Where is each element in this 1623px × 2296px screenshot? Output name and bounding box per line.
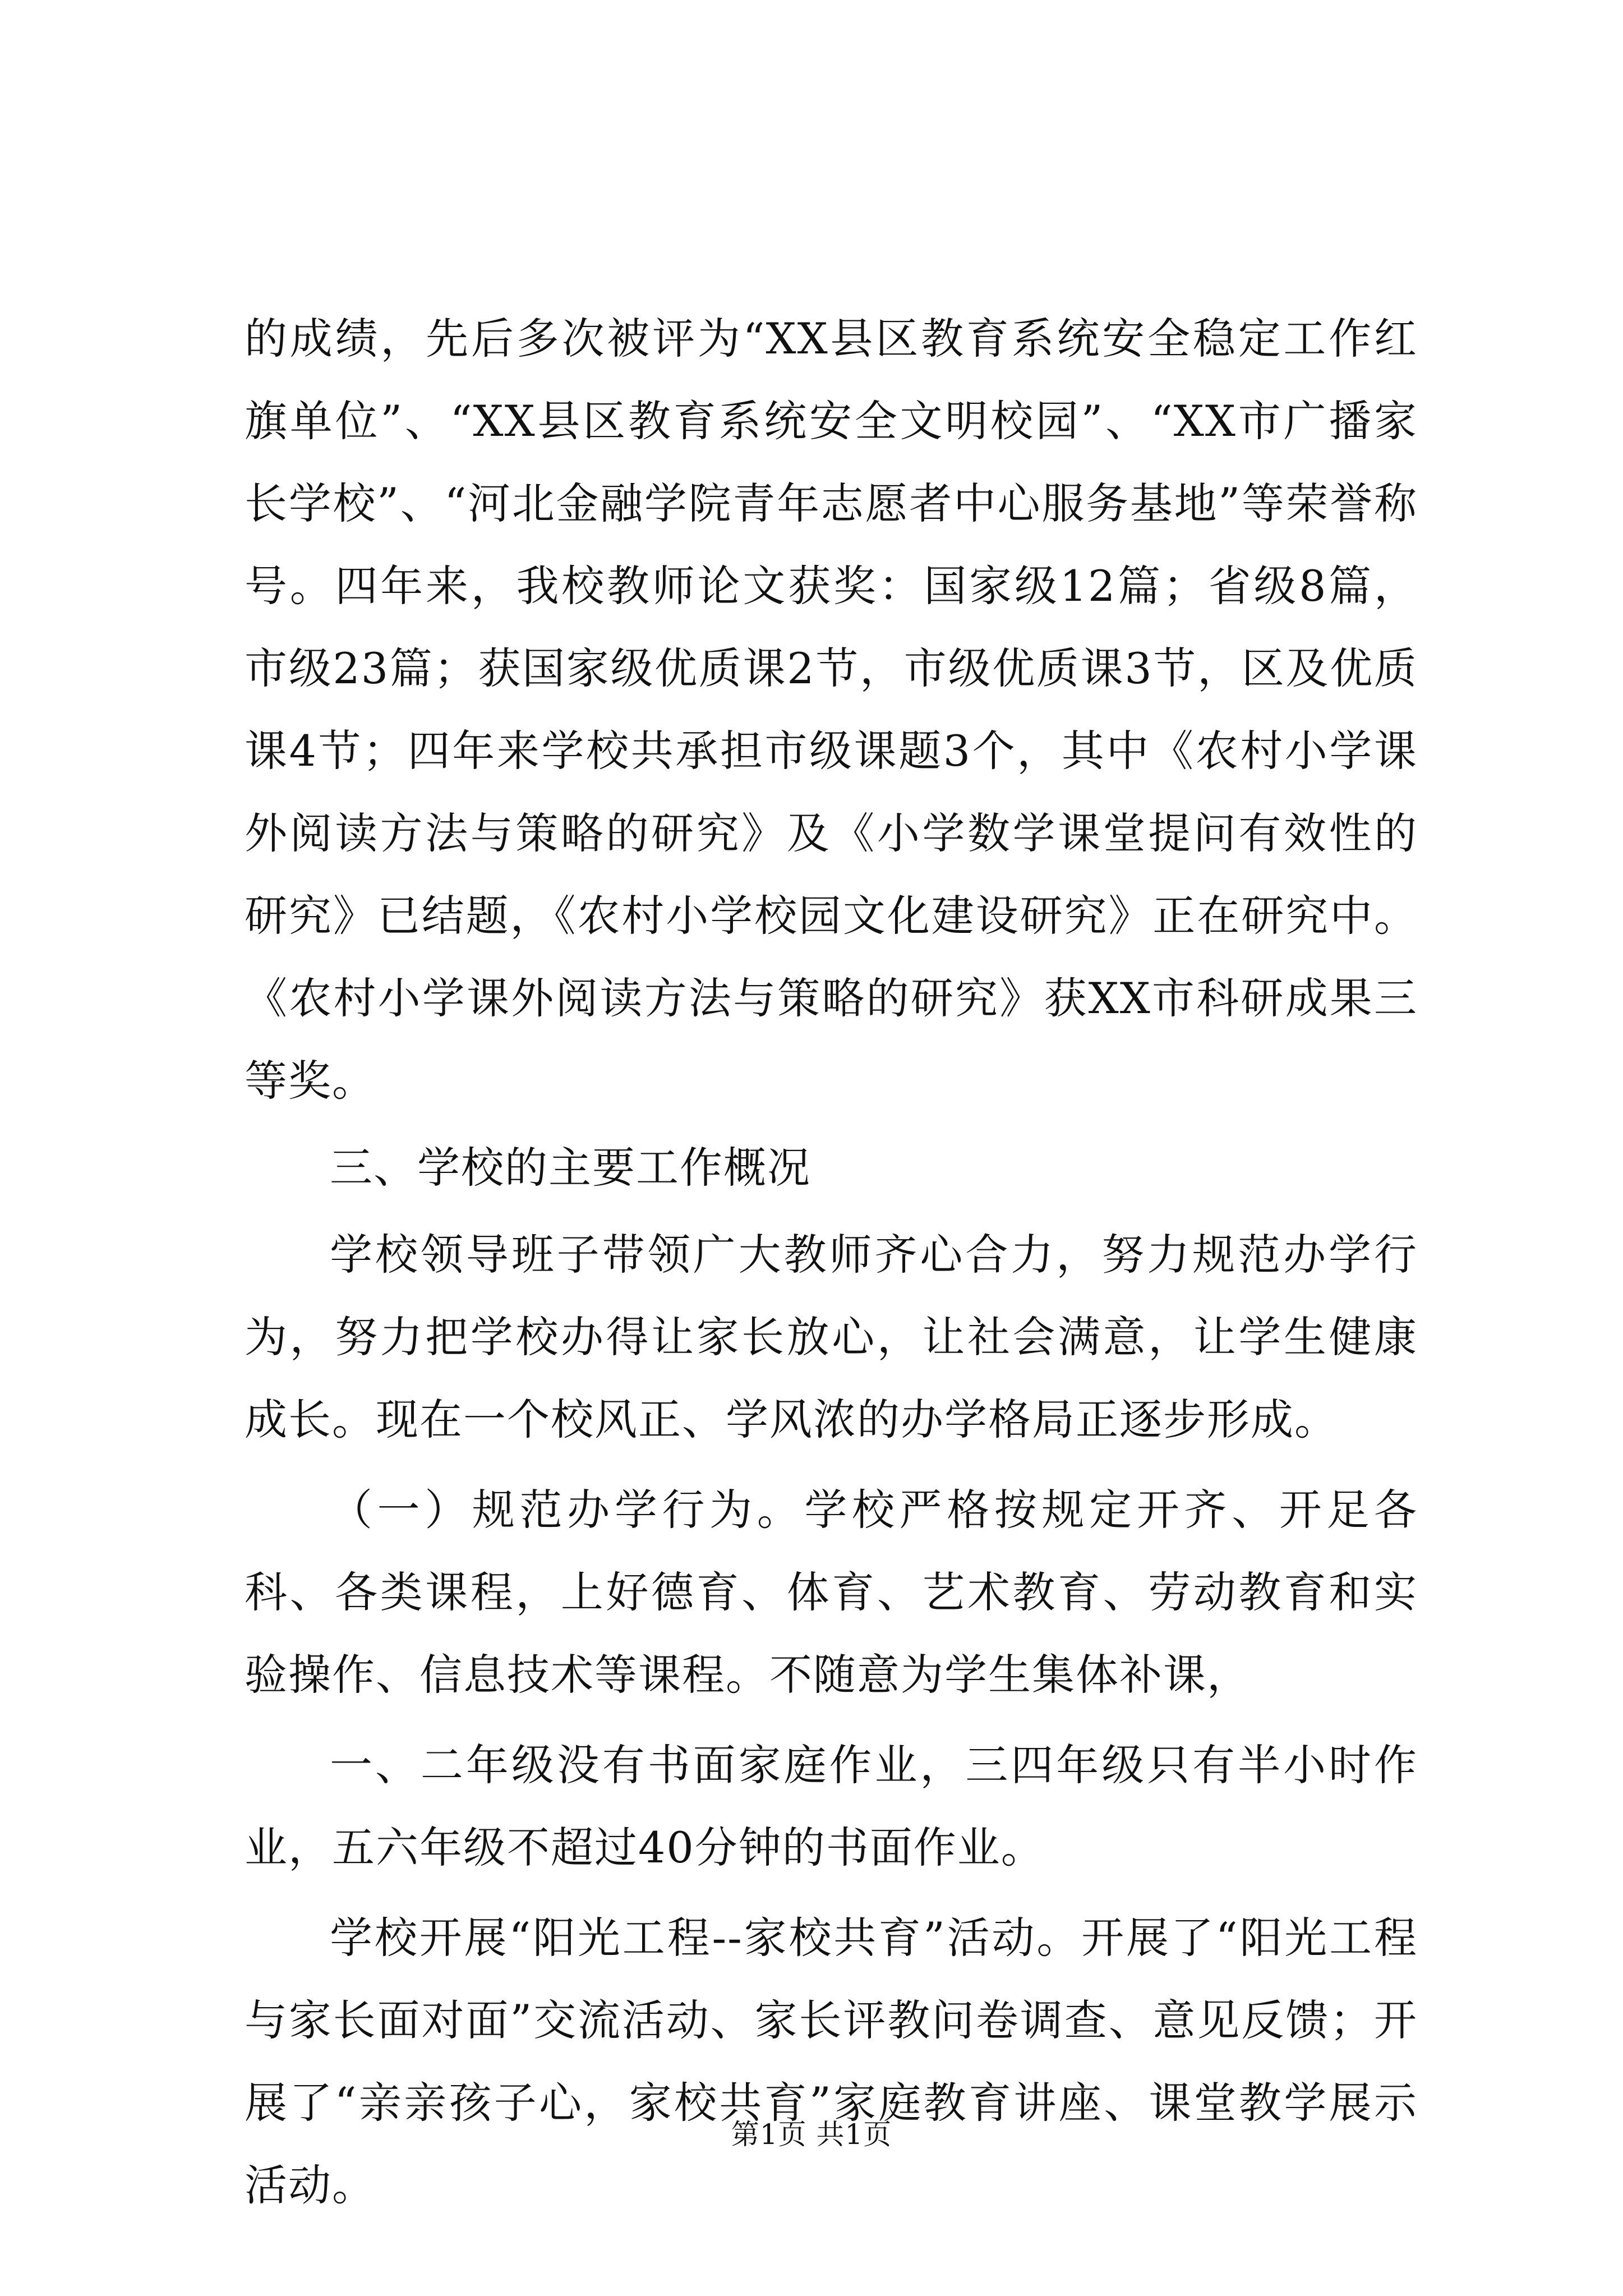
paragraph-homework: 一、二年级没有书面家庭作业，三四年级只有半小时作业，五六年级不超过40分钟的书面作业。 — [245, 1740, 1418, 1872]
paragraph-regulate-behavior: （一）规范办学行为。学校严格按规定开齐、开足各科、各类课程，上好德育、体育、艺术教育、劳动教育和实验操作、信息技术等课程。不随意为学生集体补课， — [245, 1485, 1418, 1700]
section-heading-main-work: 三、学校的主要工作概况 — [330, 1143, 811, 1193]
paragraph-sunshine-project: 学校开展“阳光工程--家校共育”活动。开展了“阳光工程与家长面对面”交流活动、家长评教问卷调查、意见反馈；开展了“亲亲孩子心，家校共育”家庭教育讲座、课堂教学展示活动。 — [245, 1913, 1418, 2210]
paragraph-achievements: 的成绩，先后多次被评为“XX县区教育系统安全稳定工作红旗单位”、“XX县区教育系统安全文明校园”、“XX市广播家长学校”、“河北金融学院青年志愿者中心服务基地”等荣誉称号。四年来，我校教师论文获奖：国家级12篇；省级8篇，市级23篇；获国家级优质课2节，市级优质课3节，区及优质课4节；四年来学校共承担市级课题3个，其中《农村小学课外阅读方法与策略的研究》及《小学数学课堂提问有效性的研究》已结题，《农村小学校园文化建设研究》正在研究中。《农村小学课外阅读方法与策略的研究》获XX市科研成果三等奖。 — [245, 314, 1418, 1106]
document-body — [245, 297, 1418, 2226]
page-footer: 第1页 共1页 — [731, 2118, 892, 2151]
paragraph-leadership: 学校领导班子带领广大教师齐心合力，努力规范办学行为，努力把学校办得让家长放心，让社会满意，让学生健康成长。现在一个校风正、学风浓的办学格局正逐步形成。 — [245, 1230, 1418, 1444]
